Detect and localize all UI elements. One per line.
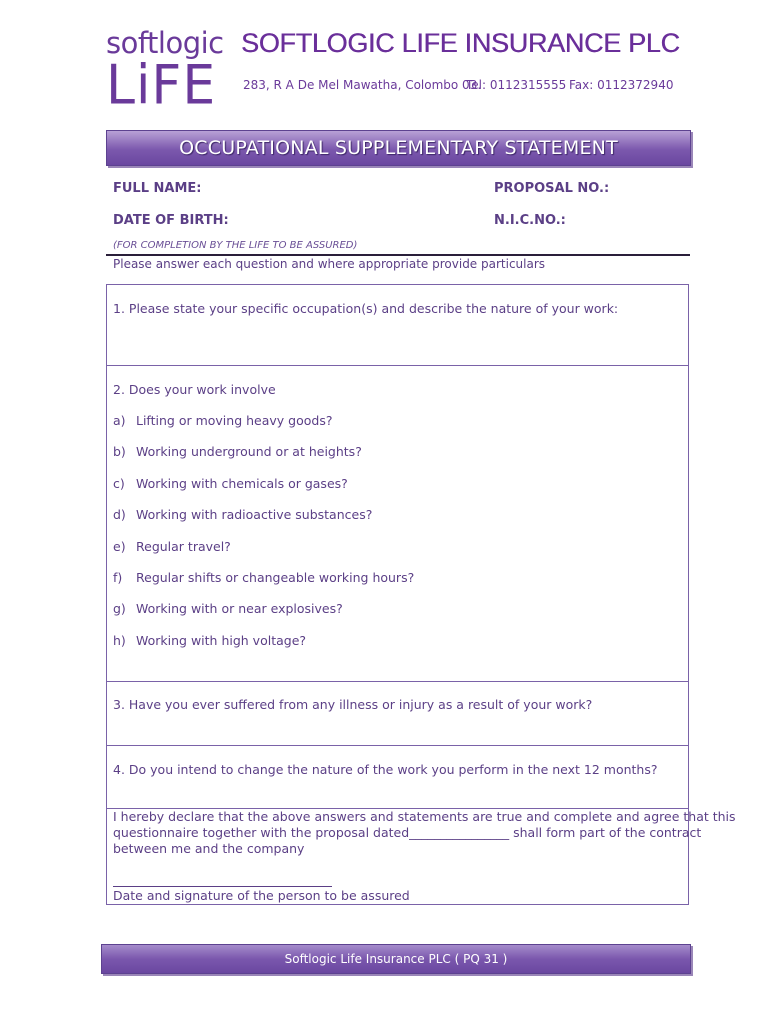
declaration-line-3: between me and the company <box>113 841 305 856</box>
logo-wordmark: softlogic <box>106 26 224 60</box>
header-divider <box>106 254 690 256</box>
declaration-line-2: questionnaire together with the proposal dated________________ shall form part of the contract <box>113 825 702 840</box>
title-banner <box>106 130 691 166</box>
question-2-item-letter: h) <box>113 633 126 648</box>
question-4-text: 4. Do you intend to change the nature of the work you perform in the next 12 months? <box>113 762 658 777</box>
question-2-item-text: Regular travel? <box>136 539 231 554</box>
form-title: OCCUPATIONAL SUPPLEMENTARY STATEMENT <box>179 137 618 159</box>
logo-life: LiFE <box>106 54 217 117</box>
date-of-birth-label: DATE OF BIRTH: <box>113 213 229 228</box>
question-2-item-text: Working with or near explosives? <box>136 601 343 616</box>
question-2-text: 2. Does your work involve <box>113 382 276 397</box>
signature-line[interactable] <box>113 886 332 887</box>
question-2-item-text: Working with chemicals or gases? <box>136 476 348 491</box>
signature-label: Date and signature of the person to be assured <box>113 888 410 903</box>
nic-no-label: N.I.C.NO.: <box>494 213 566 228</box>
question-2-item-letter: b) <box>113 444 126 459</box>
company-tel: Tel: 0112315555 <box>466 78 567 92</box>
question-3-text: 3. Have you ever suffered from any illness or injury as a result of your work? <box>113 697 593 712</box>
company-name: SOFTLOGIC LIFE INSURANCE PLC <box>241 28 680 58</box>
question-2-item-letter: g) <box>113 601 126 616</box>
question-3-box[interactable] <box>106 681 689 746</box>
company-fax: Fax: 0112372940 <box>569 78 674 92</box>
question-2-item-letter: c) <box>113 476 125 491</box>
question-2-item-letter: e) <box>113 539 126 554</box>
company-address: 283, R A De Mel Mawatha, Colombo 03. <box>243 78 482 92</box>
question-2-item-text: Working underground or at heights? <box>136 444 362 459</box>
instructions-text: Please answer each question and where appropriate provide particulars <box>113 257 546 271</box>
question-1-box[interactable] <box>106 284 689 366</box>
full-name-label: FULL NAME: <box>113 181 202 196</box>
question-2-item-letter: a) <box>113 413 126 428</box>
question-2-item-letter: f) <box>113 570 123 585</box>
question-2-item-letter: d) <box>113 507 126 522</box>
question-2-item-text: Working with radioactive substances? <box>136 507 373 522</box>
question-2-item-text: Working with high voltage? <box>136 633 307 648</box>
proposal-no-label: PROPOSAL NO.: <box>494 181 610 196</box>
question-1-text: 1. Please state your specific occupation(s) and describe the nature of your work: <box>113 301 619 316</box>
footer-text: Softlogic Life Insurance PLC ( PQ 31 ) <box>284 952 508 966</box>
question-2-item-text: Regular shifts or changeable working hours? <box>136 570 415 585</box>
question-4-box[interactable] <box>106 745 689 809</box>
question-2-item-text: Lifting or moving heavy goods? <box>136 413 333 428</box>
footer-banner <box>101 944 691 974</box>
completion-note: (FOR COMPLETION BY THE LIFE TO BE ASSURED) <box>113 240 358 251</box>
declaration-line-1: I hereby declare that the above answers and statements are true and complete and agree that this <box>113 809 736 824</box>
